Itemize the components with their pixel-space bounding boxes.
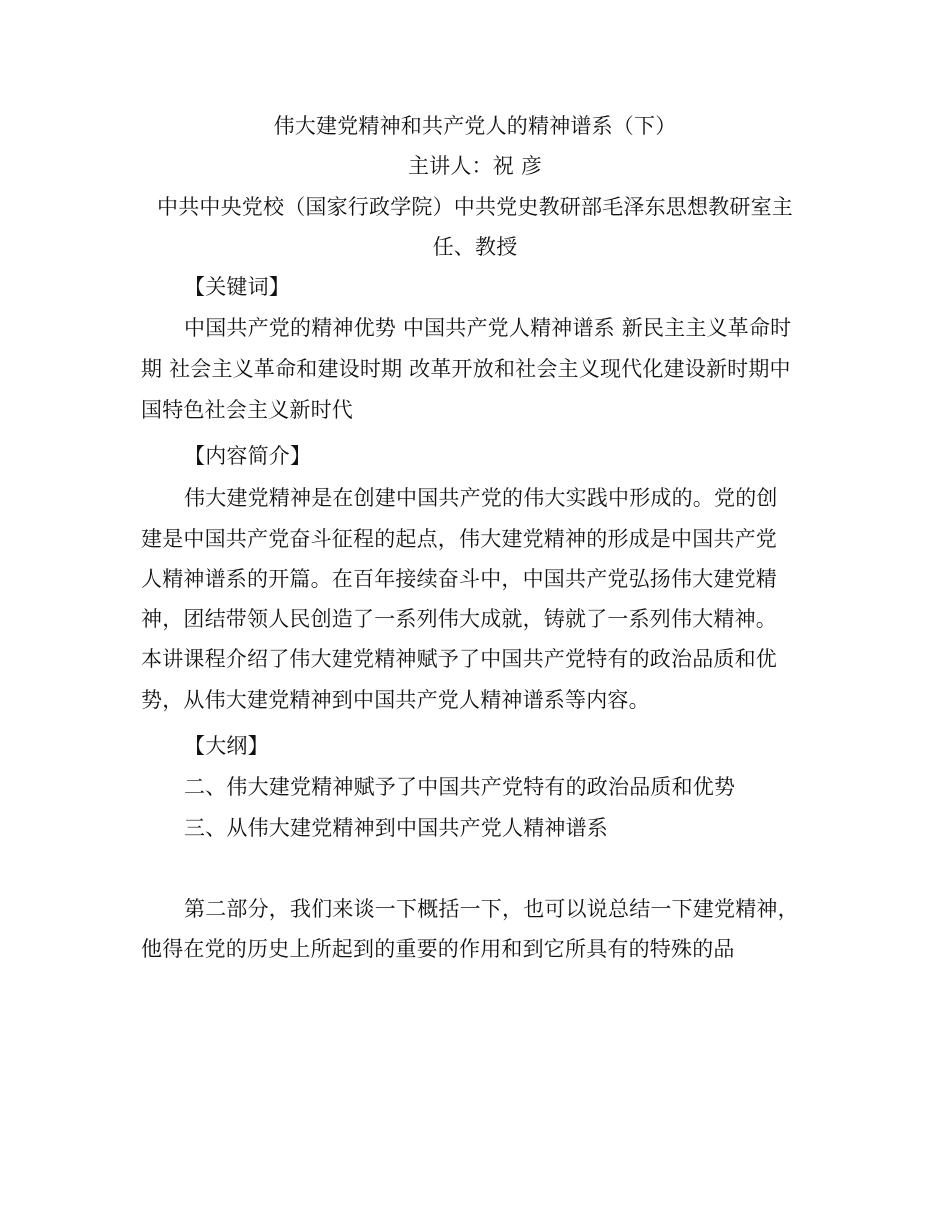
body-text-line: 第二部分，我们来谈一下概括一下，也可以说总结一下建党精神， bbox=[184, 897, 799, 921]
summary-text-line: 建是中国共产党奋斗征程的起点，伟大建党精神的形成是中国共产党 bbox=[141, 527, 777, 551]
summary-text-line: 势，从伟大建党精神到中国共产党人精神谱系等内容。 bbox=[141, 688, 650, 712]
keywords-text-line: 期 社会主义革命和建设时期 改革开放和社会主义现代化建设新时期中 bbox=[141, 357, 791, 381]
outline-item: 二、伟大建党精神赋予了中国共产党特有的政治品质和优势 bbox=[184, 775, 736, 799]
outline-heading: 【大纲】 bbox=[184, 734, 269, 758]
outline-item: 三、从伟大建党精神到中国共产党人精神谱系 bbox=[184, 816, 608, 840]
keywords-heading: 【关键词】 bbox=[184, 275, 290, 299]
summary-heading: 【内容简介】 bbox=[184, 444, 312, 468]
affiliation-line: 任、教授 bbox=[432, 235, 518, 259]
speaker-line: 主讲人：祝 彦 bbox=[407, 154, 543, 178]
keywords-text-line: 中国共产党的精神优势 中国共产党人精神谱系 新民主主义革命时 bbox=[184, 316, 792, 340]
page-title: 伟大建党精神和共产党人的精神谱系（下） bbox=[273, 114, 677, 138]
keywords-text-line: 国特色社会主义新时代 bbox=[141, 398, 353, 422]
summary-text-line: 本讲课程介绍了伟大建党精神赋予了中国共产党特有的政治品质和优 bbox=[141, 647, 777, 671]
summary-text-line: 神，团结带领人民创造了一系列伟大成就，铸就了一系列伟大精神。 bbox=[141, 607, 777, 631]
body-text-line: 他得在党的历史上所起到的重要的作用和到它所具有的特殊的品 bbox=[141, 937, 735, 961]
affiliation-line: 中共中央党校（国家行政学院）中共党史教研部毛泽东思想教研室主 bbox=[157, 195, 793, 219]
summary-text-line: 人精神谱系的开篇。在百年接续奋斗中，中国共产党弘扬伟大建党精 bbox=[141, 567, 777, 591]
summary-text-line: 伟大建党精神是在创建中国共产党的伟大实践中形成的。党的创 bbox=[184, 486, 778, 510]
